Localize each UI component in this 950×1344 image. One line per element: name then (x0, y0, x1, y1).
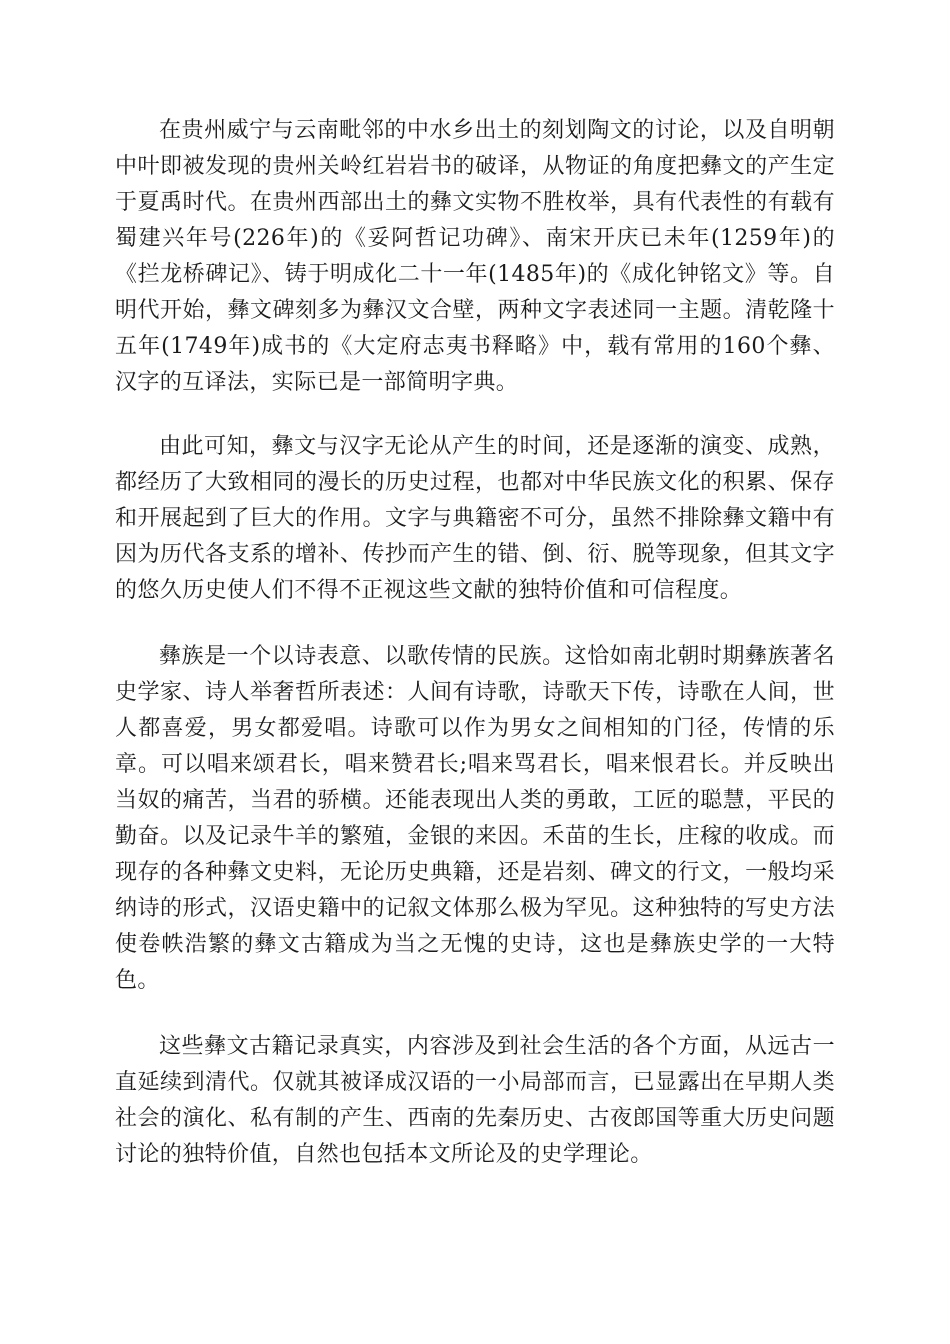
document-body (115, 113, 835, 1173)
paragraph-1: 在贵州威宁与云南毗邻的中水乡出土的刻划陶文的讨论，以及自明朝中叶即被发现的贵州关岭红岩岩书的破译，从物证的角度把彝文的产生定于夏禹时代。在贵州西部出土的彝文实物不胜枚举，具有代表性的有载有蜀建兴年号(226年)的《妥阿哲记功碑》、南宋开庆已未年(1259年)的《拦龙桥碑记》、铸于明成化二十一年(1485年)的《成化钟铭文》等。自明代开始，彝文碑刻多为彝汉文合壁，两种文字表述同一主题。清乾隆十五年(1749年)成书的《大定府志夷书释略》中，载有常用的160个彝、汉字的互译法，实际已是一部简明字典。 (115, 118, 835, 395)
paragraph-3: 彝族是一个以诗表意、以歌传情的民族。这恰如南北朝时期彝族著名史学家、诗人举奢哲所表述：人间有诗歌，诗歌天下传，诗歌在人间，世人都喜爱，男女都爱唱。诗歌可以作为男女之间相知的门径，传情的乐章。可以唱来颂君长，唱来赞君长;唱来骂君长，唱来恨君长。并反映出当奴的痛苦，当君的骄横。还能表现出人类的勇敢，工匠的聪慧，平民的勤奋。以及记录牛羊的繁殖，金银的来因。禾苗的生长，庄稼的收成。而现存的各种彝文史料，无论历史典籍，还是岩刻、碑文的行文，一般均采纳诗的形式，汉语史籍中的记叙文体那么极为罕见。这种独特的写史方法使卷帙浩繁的彝文古籍成为当之无愧的史诗，这也是彝族史学的一大特色。 (115, 644, 835, 993)
paragraph-4: 这些彝文古籍记录真实，内容涉及到社会生活的各个方面，从远古一直延续到清代。仅就其被译成汉语的一小局部而言，已显露出在早期人类社会的演化、私有制的产生、西南的先秦历史、古夜郎国等重大历史问题讨论的独特价值，自然也包括本文所论及的史学理论。 (115, 1034, 835, 1167)
paragraph-2: 由此可知，彝文与汉字无论从产生的时间，还是逐渐的演变、成熟，都经历了大致相同的漫长的历史过程，也都对中华民族文化的积累、保存和开展起到了巨大的作用。文字与典籍密不可分，虽然不排除彝文籍中有因为历代各支系的增补、传抄而产生的错、倒、衍、脱等现象，但其文字的悠久历史使人们不得不正视这些文献的独特价值和可信程度。 (115, 434, 835, 603)
